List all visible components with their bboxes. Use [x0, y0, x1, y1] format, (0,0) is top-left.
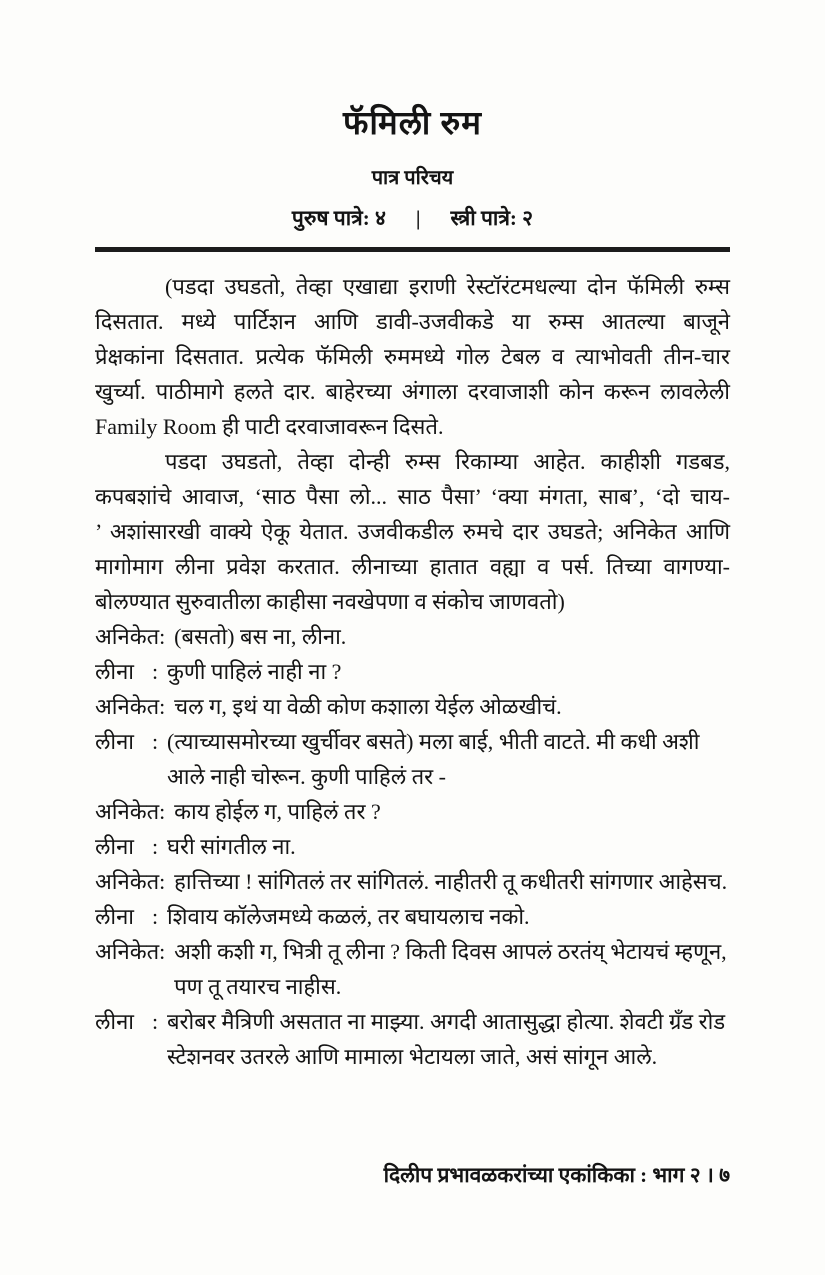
stage-direction-line: प्रेक्षकांना दिसतात. प्रत्येक फॅमिली रुममध्ये गोल टेबल व त्याभोवती तीन-चार	[95, 344, 730, 369]
dialogue-speaker: अनिकेत	[95, 869, 160, 894]
stage-direction-line: बोलण्यात सुरुवातीला काहीसा नवखेपणा व संकोच जाणवतो)	[95, 589, 565, 614]
dialogue-row	[95, 654, 730, 689]
stage-direction-line: कपबशांचे आवाज, ‘साठ पैसा लो... साठ पैसा’ ‘क्या मंगता, साब’, ‘दो चाय-	[95, 484, 730, 509]
dialogue-colon: :	[152, 904, 159, 929]
dialogue-speaker: अनिकेत	[95, 694, 160, 719]
stage-direction-line: खुर्च्या. पाठीमागे हलते दार. बाहेरच्या अंगाला दरवाजाशी कोन करून लावलेली	[95, 379, 730, 404]
dialogue-row	[95, 934, 730, 1004]
dialogue-text: (बसतो) बस ना, लीना.	[174, 624, 347, 649]
dialogue-colon: :	[152, 1009, 159, 1034]
stage-direction-paragraph	[95, 269, 730, 444]
dialogue-section	[95, 619, 730, 1074]
dialogue-text: कुणी पाहिलं नाही ना ?	[167, 659, 342, 684]
cast-separator: |	[415, 206, 421, 230]
stage-direction-line: Family Room ही पाटी दरवाजावरून दिसते.	[95, 414, 444, 439]
dialogue-text: बरोबर मैत्रिणी असतात ना माझ्या. अगदी आतासुद्धा होत्या. शेवटी ग्रँड रोड स्टेशनवर उतरले आणि मामाला भेटायला जाते, असं सांगून आले.	[167, 1009, 726, 1069]
female-cast-count: स्त्री पात्रे: २	[450, 206, 534, 230]
dialogue-colon: :	[152, 659, 159, 684]
dialogue-row	[95, 1004, 730, 1074]
dialogue-row	[95, 794, 730, 829]
male-cast-count: पुरुष पात्रे: ४	[291, 206, 386, 230]
dialogue-text: घरी सांगतील ना.	[167, 834, 296, 859]
dialogue-colon: :	[159, 869, 166, 894]
dialogue-row	[95, 619, 730, 654]
dialogue-row	[95, 689, 730, 724]
dialogue-row	[95, 899, 730, 934]
dialogue-speaker: अनिकेत	[95, 799, 160, 824]
dialogue-colon: :	[159, 799, 166, 824]
dialogue-text: चल ग, इथं या वेळी कोण कशाला येईल ओळखीचं.	[174, 694, 562, 719]
dialogue-speaker: अनिकेत	[95, 939, 160, 964]
dialogue-speaker: लीना	[95, 904, 134, 929]
stage-direction-line: (पडदा उघडतो, तेव्हा एखाद्या इराणी रेस्टॉरंटमधल्या दोन फॅमिली रुम्स	[165, 274, 730, 299]
dialogue-colon: :	[159, 939, 166, 964]
dialogue-speaker: लीना	[95, 834, 134, 859]
dialogue-text: (त्याच्यासमोरच्या खुर्चीवर बसते) मला बाई, भीती वाटते. मी कधी अशी आले नाही चोरून. कुणी पाहिलं तर -	[167, 729, 700, 789]
dialogue-colon: :	[152, 834, 159, 859]
stage-direction-line: दिसतात. मध्ये पार्टिशन आणि डावी-उजवीकडे या रुम्स आतल्या बाजूने	[95, 309, 730, 334]
dialogue-row	[95, 864, 730, 899]
dialogue-text: अशी कशी ग, भित्री तू लीना ? किती दिवस आपलं ठरतंय् भेटायचं म्हणून, पण तू तयारच नाहीस.	[174, 939, 727, 999]
play-title: फॅमिली रुम	[342, 106, 483, 142]
stage-direction-line: पडदा उघडतो, तेव्हा दोन्ही रुम्स रिकाम्या आहेत. काहीशी गडबड,	[165, 449, 730, 474]
divider-rule	[95, 247, 730, 252]
dialogue-speaker: अनिकेत	[95, 624, 160, 649]
dialogue-speaker: लीना	[95, 729, 134, 754]
stage-directions	[95, 269, 730, 619]
running-footer	[384, 1160, 730, 1190]
dialogue-speaker: लीना	[95, 1009, 134, 1034]
page-header	[95, 0, 730, 232]
stage-direction-line: ’ अशांसारखी वाक्ये ऐकू येतात. उजवीकडील रुमचे दार उघडते; अनिकेत आणि	[95, 519, 730, 544]
dialogue-speaker: लीना	[95, 659, 134, 684]
dialogue-text: शिवाय कॉलेजमध्ये कळलं, तर बघायलाच नको.	[167, 904, 530, 929]
cast-intro-heading: पात्र परिचय	[371, 167, 454, 189]
dialogue-text: काय होईल ग, पाहिलं तर ?	[174, 799, 381, 824]
stage-direction-line: मागोमाग लीना प्रवेश करतात. लीनाच्या हातात वह्या व पर्स. तिच्या वागण्या-	[95, 554, 730, 579]
dialogue-row	[95, 829, 730, 864]
dialogue-colon: :	[159, 624, 166, 649]
dialogue-row	[95, 724, 730, 794]
dialogue-text: हात्तिच्या ! सांगितलं तर सांगितलं. नाहीतरी तू कधीतरी सांगणार आहेसच.	[174, 869, 728, 894]
cast-counts	[95, 204, 730, 232]
dialogue-colon: :	[152, 729, 159, 754]
dialogue-colon: :	[159, 694, 166, 719]
stage-direction-paragraph	[95, 444, 730, 619]
book-title-and-page-number: दिलीप प्रभावळकरांच्या एकांकिका : भाग २ । ७	[383, 1163, 730, 1187]
